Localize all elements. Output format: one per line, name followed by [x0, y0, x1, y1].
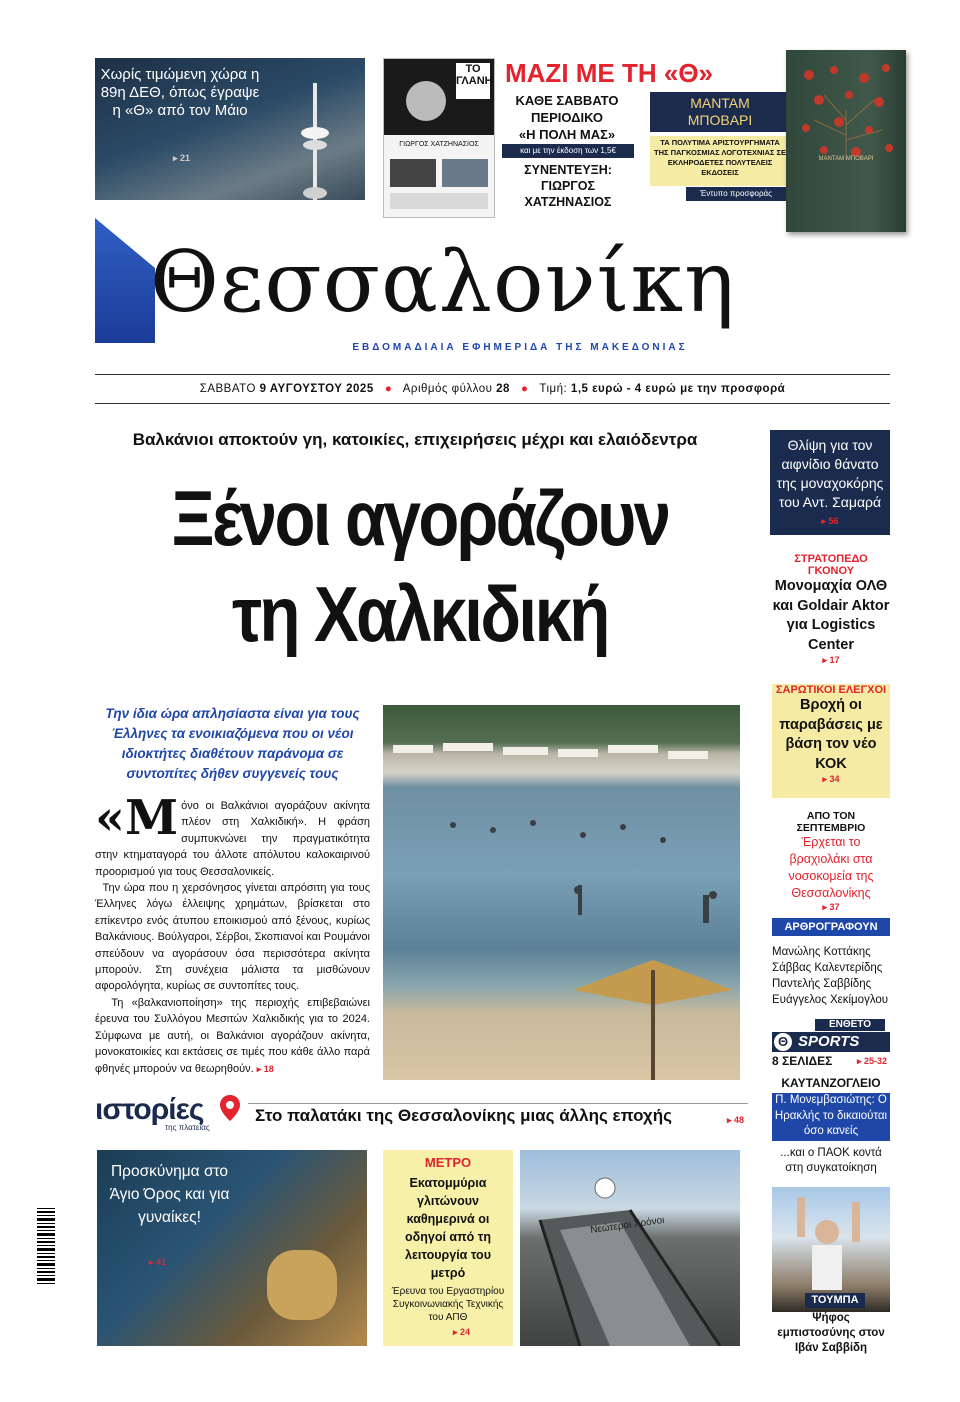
book-cover[interactable]	[786, 50, 906, 232]
mazi-line1: ΚΑΘΕ ΣΑΒΒΑΤΟ	[515, 93, 619, 108]
lead-headline-line1: Ξένοι αγοράζουν	[171, 474, 669, 562]
book-cover-text: ΜΑΝΤΑΜ ΜΠΟΒΑΡΙ	[818, 156, 874, 162]
bracelet-page: ▸ 37	[822, 902, 840, 912]
date-prefix: ΣΑΒΒΑΤΟ	[199, 383, 260, 395]
date-value: 9 ΑΥΓΟΥΣΤΟΥ 2025	[259, 383, 374, 395]
columnist[interactable]: Ευάγγελος Χεκίμογλου	[772, 994, 889, 1006]
bracelet-label: ΑΠΟ ΤΟΝ ΣΕΠΤΕΜΒΡΙΟ	[796, 810, 866, 834]
mazi-price: και με την έκδοση των 1,5€	[502, 144, 634, 158]
book-author-box	[650, 92, 790, 132]
paok-text[interactable]: ...και ο ΠΑΟΚ κοντά στη συγκατοίκηση	[780, 1147, 882, 1174]
issue-value: 28	[496, 383, 510, 395]
issue-prefix: Αριθμός φύλλου	[402, 383, 497, 395]
kok-label: ΣΑΡΩΤΙΚΟΙ ΕΛΕΓΧΟΙ	[775, 684, 887, 696]
beach-scene	[383, 705, 740, 1080]
lead-headline[interactable]	[141, 470, 700, 662]
toumpa-text[interactable]: Ψήφος εμπιστοσύνης στον Ιβάν Σαββίδη	[777, 1312, 885, 1354]
istories-sub: της πλατείας	[165, 1123, 210, 1132]
columnists-list	[772, 944, 890, 1008]
metro-station-photo	[520, 1150, 740, 1346]
escalator-scene	[520, 1150, 740, 1346]
mazi-lines	[497, 92, 637, 143]
lead-p3: Τη «βαλκανιοποίηση» της περιοχής επιβεβαιώνει έρευνα του Συλλόγου Μεσιτών Χαλκιδικής για το 2024. Σύμφωνα με αυτή, οι Βαλκάνιοι αγοράζουν ακίνητα, μονοκατοικίες και εκτάσεις σε τιμές που κάθε άλλο παρά φθηνές μπορούν να θεωρηθούν.	[95, 996, 370, 1075]
book-blurb: ΤΑ ΠΟΛΥΤΙΜΑ ΑΡΙΣΤΟΥΡΓΗΜΑΤΑ ΤΗΣ ΠΑΓΚΟΣΜΙΑΣ ΛΟΓΟΤΕΧΝΙΑΣ ΣΕ ΕΚΛΗΡΟΔΕΤΕΣ ΠΟΛΥΤΕΛΕΙΣ ΕΚΔΟΣΕΙΣ	[650, 136, 790, 186]
lead-body	[95, 790, 370, 1077]
mazi-line3: «Η ΠΟΛΗ ΜΑΣ»	[518, 127, 616, 142]
metro-label: ΜΕΤΡΟ	[424, 1155, 472, 1170]
mazi-interview: ΣΥΝΕΝΤΕΥΞΗ: ΓΙΩΡΓΟΣ ΧΑΤΖΗΝΑΣΙΟΣ	[524, 163, 612, 209]
istories-page: ▸ 48	[727, 1115, 745, 1125]
magazine-title: ΤΟ ΓΛΑΝΗ	[456, 63, 490, 99]
columnist[interactable]: Μανώλης Κοττάκης	[772, 946, 871, 958]
columnist[interactable]: Παντελής Σαββίδης	[772, 978, 872, 990]
gkonou-text: Μονομαχία ΟΛΘ και Goldair Aktor για Logistics Center	[772, 578, 890, 653]
mazi-line2: ΠΕΡΙΟΔΙΚΟ	[531, 110, 603, 125]
map-pin-icon	[220, 1095, 240, 1121]
sports-banner[interactable]	[772, 1032, 890, 1052]
samaras-text: Θλίψη για τον αιφνίδιο θάνατο της μοναχοκόρης του Αντ. Σαμαρά	[776, 437, 884, 510]
masthead-tagline: ΕΒΔΟΜΑΔΙΑΙΑ ΕΦΗΜΕΡΙΔΑ ΤΗΣ ΜΑΚΕΔΟΝΙΑΣ	[352, 342, 688, 353]
mazi-promo[interactable]	[505, 58, 755, 88]
magazine-portrait	[406, 81, 446, 121]
reliquary-photo	[267, 1250, 337, 1320]
samaras-page: ▸ 56	[821, 516, 839, 526]
lead-p2: Την ώρα που η χερσόνησος γίνεται απρόσιτη για τους Έλληνες λόγω έλλειψης χρημάτων, βρίσκεται στο επίκεντρο ενός άτυπου εποικισμού από ξένους, κυρίως Βαλκάνιους. Βούλγαροι, Σέρβοι, Σκοπιανοί και Ρουμάνοι σπεύδουν να αγοράσουν όσα περισσότερα ακίνητα μπορούν. Στη συνέχεια μάλιστα τα μισθώνουν αφορολόγητα, κυρίως σε συντοπίτες τους.	[95, 882, 370, 993]
price-value: 1,5 ευρώ - 4 ευρώ με την προσφορά	[570, 383, 786, 395]
lead-page: ▸ 18	[256, 1063, 274, 1074]
kok-text: Βροχή οι παραβάσεις με βάση τον νέο ΚΟΚ	[779, 697, 883, 772]
metro-page: ▸ 24	[453, 1327, 471, 1337]
floral-pattern-icon	[794, 60, 898, 160]
metro-sub: Έρευνα του Εργαστηρίου Συγκοινωνιακής Τεχνικής του ΑΠΘ	[391, 1286, 505, 1323]
masthead-accent	[95, 218, 155, 343]
lead-dropcap	[95, 790, 179, 846]
theta-icon: Θ	[774, 1033, 792, 1051]
istories-banner[interactable]	[95, 1093, 750, 1131]
gkonou-page: ▸ 17	[822, 655, 840, 665]
dropcap-quote: «	[95, 790, 125, 846]
athos-page: ▸ 41	[149, 1257, 167, 1267]
istories-text: Στο παλατάκι της Θεσσαλονίκης μιας άλλης εποχής	[255, 1106, 672, 1125]
promo-deth-page: ▸ 21	[173, 153, 191, 163]
metro-text: Εκατομμύρια γλιτώνουν καθημερινά οι οδηγοί από τη λειτουργία του μετρό	[405, 1176, 491, 1280]
book-offer: Έντυπο προσφοράς	[686, 187, 786, 201]
athos-tile[interactable]	[97, 1150, 367, 1346]
price-prefix: Τιμή:	[539, 383, 571, 395]
kaftanzogleio-label: ΚΑΥΤΑΝΖΟΓΛΕΙΟ	[781, 1076, 881, 1090]
magazine-name: ΓΙΩΡΓΟΣ ΧΑΤΖΗΝΑΣΙΟΣ	[399, 141, 479, 148]
lead-subhead: Την ίδια ώρα απλησίαστα είναι για τους Έλληνες τα ενοικιαζόμενα που οι νέοι ιδιοκτήτες διαθέτουν παράνομα σε συντοπίτες δήθεν συγγενείς τους	[105, 706, 360, 781]
kok-section[interactable]	[772, 684, 890, 798]
sports-insert-label: ΕΝΘΕΤΟ	[815, 1019, 885, 1031]
istories-logo: ιστορίες	[95, 1093, 204, 1126]
toumpa-label: ΤΟΥΜΠΑ	[805, 1293, 865, 1308]
kok-page: ▸ 34	[822, 774, 840, 784]
kaftanzogleio-text[interactable]: Π. Μονεμβασιώτης: Ο Ηρακλής το δικαιούται όσο κανείς	[772, 1093, 890, 1141]
tower-icon	[300, 83, 330, 200]
mazi-heading: ΜΑΖΙ ΜΕ ΤΗ «Θ»	[505, 58, 714, 88]
magazine-cover[interactable]	[383, 58, 495, 218]
gkonou-section[interactable]	[772, 553, 890, 666]
sports-logo: SPORTS	[798, 1033, 860, 1050]
lead-headline-line2: τη Χαλκιδική	[232, 570, 608, 658]
columnists-header: ΑΡΘΡΟΓΡΑΦΟΥΝ	[772, 918, 890, 936]
beach-photo	[383, 705, 740, 1080]
lead-p1: όνο οι Βαλκάνιοι αγοράζουν ακίνητα πλέον στη Χαλκιδική». Η φράση συμπυκνώνει την πραγματικότητα στην κτηματαγορά του άλλοτε απόλυτου καλοκαιρινού προορισμού για τους Θεσσαλονικείς.	[95, 800, 370, 878]
sports-pages: 8 ΣΕΛΙΔΕΣ	[772, 1054, 833, 1068]
book-author: ΜΑΝΤΑΜ ΜΠΟΒΑΡΙ	[687, 95, 753, 128]
station-sign: Νεώτεροι Χρόνοι	[589, 1214, 666, 1237]
dropcap-letter: Μ	[125, 790, 179, 846]
promo-deth-text: Χωρίς τιμώμενη χώρα η 89η ΔΕΘ, όπως έγραψε η «Θ» από τον Μάιο	[100, 66, 260, 119]
metro-story[interactable]	[383, 1150, 513, 1346]
dateline: ΣΑΒΒΑΤΟ 9 ΑΥΓΟΥΣΤΟΥ 2025 ● Αριθμός φύλλου 28 ● Τιμή: 1,5 ευρώ - 4 ευρώ με την προσφορά	[95, 374, 890, 404]
promo-deth[interactable]	[95, 58, 365, 200]
barcode	[35, 1204, 57, 1288]
lead-kicker: Βαλκάνιοι αποκτούν γη, κατοικίες, επιχειρήσεις μέχρι και ελαιόδεντρα	[132, 430, 698, 449]
bracelet-text: Έρχεται το βραχιολάκι στα νοσοκομεία της Θεσσαλονίκης	[788, 835, 874, 900]
bracelet-section[interactable]	[772, 810, 890, 913]
athos-text: Προσκύνημα στο Άγιο Όρος και για γυναίκες!	[109, 1163, 230, 1226]
gkonou-label: ΣΤΡΑΤΟΠΕΔΟ ΓΚΟΝΟΥ	[794, 553, 868, 577]
columnist[interactable]: Σάββας Καλεντερίδης	[772, 962, 883, 974]
sports-pagenum: ▸ 25-32	[857, 1056, 888, 1066]
samaras-box[interactable]	[770, 430, 890, 535]
masthead-logo[interactable]: Θεσσαλονίκη	[150, 233, 736, 331]
